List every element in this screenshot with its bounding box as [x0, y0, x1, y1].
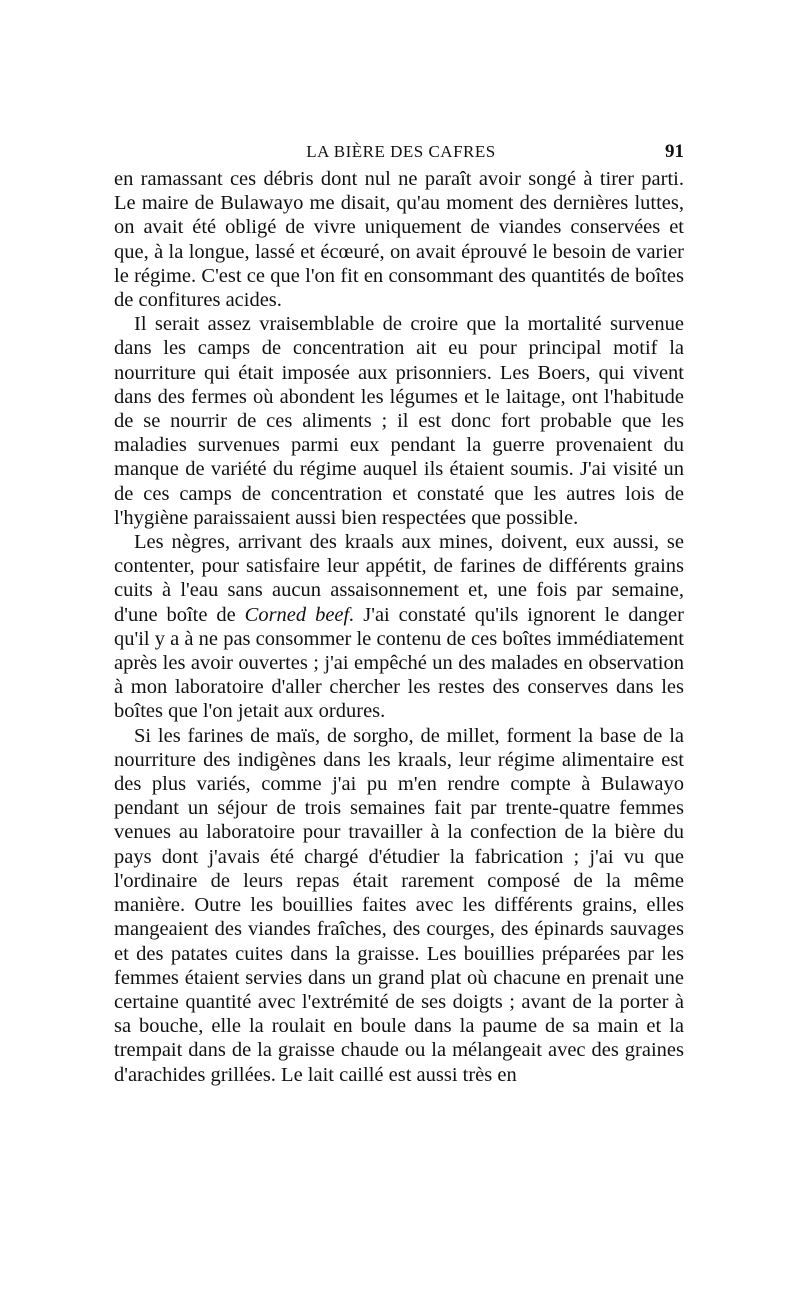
- paragraph-4: Si les farines de maïs, de sorgho, de millet, forment la base de la nourriture des indigènes dans les kraals, leur régime alimentaire est des plus variés, comme j'ai pu m'en rendre compte à Bulawayo pendant un séjour de trois semaines fait par trente-quatre femmes venues au laboratoire pour travailler à la confection de la bière du pays dont j'avais été chargé d'étudier la fabrication ; j'ai vu que l'ordinaire de leurs repas était rarement composé de la même manière. Outre les bouillies faites avec les différents grains, elles mangeaient des viandes fraîches, des courges, des épinards sauvages et des patates cuites dans la graisse. Les bouillies préparées par les femmes étaient servies dans un grand plat où chacune en prenait une certaine quantité avec l'extrémité de ses doigts ; avant de la porter à sa bouche, elle la roulait en boule dans la paume de sa main et la trempait dans de la graisse chaude ou la mélangeait avec des graines d'arachides grillées. Le lait caillé est aussi très en: [114, 724, 684, 1086]
- running-head: [118, 140, 684, 164]
- page-number: 91: [665, 141, 684, 162]
- running-title: LA BIÈRE DES CAFRES: [306, 142, 496, 161]
- paragraph-3-text-before: Les nègres, arrivant des kraals aux mines, doivent, eux aussi, se contenter, pour satisfaire leur appétit, de farines de différents grains cuits à l'eau sans aucun assaisonnement et, une fois par semaine, d'une boîte de: [114, 531, 684, 626]
- body-text: [114, 167, 684, 1087]
- paragraph-3-italic-term: Corned beef.: [244, 603, 355, 626]
- paragraph-3: [114, 530, 684, 724]
- paragraph-1: en ramassant ces débris dont nul ne paraît avoir songé à tirer parti. Le maire de Bulawayo me disait, qu'au moment des dernières luttes, on avait été obligé de vivre uniquement de viandes conservées et que, à la longue, lassé et écœuré, on avait éprouvé le besoin de varier le régime. C'est ce que l'on fit en consommant des quantités de boîtes de confitures acides.: [114, 168, 684, 312]
- paragraph-3-text-after: J'ai constaté qu'ils ignorent le danger qu'il y a à ne pas consommer le contenu de ces boîtes immédiatement après les avoir ouvertes ; j'ai empêché un des malades en observation à mon laboratoire d'aller chercher les restes des conserves dans les boîtes que l'on jetait aux ordures.: [114, 603, 684, 723]
- paragraph-2: Il serait assez vraisemblable de croire que la mortalité survenue dans les camps de concentration ait eu pour principal motif la nourriture qui était imposée aux prisonniers. Les Boers, qui vivent dans des fermes où abondent les légumes et le laitage, ont l'habitude de se nourrir de ces aliments ; il est donc fort probable que les maladies survenues parmi eux pendant la guerre provenaient du manque de variété du régime auquel ils étaient soumis. J'ai visité un de ces camps de concentration et constaté que les autres lois de l'hygiène paraissaient aussi bien respectées que possible.: [114, 313, 684, 529]
